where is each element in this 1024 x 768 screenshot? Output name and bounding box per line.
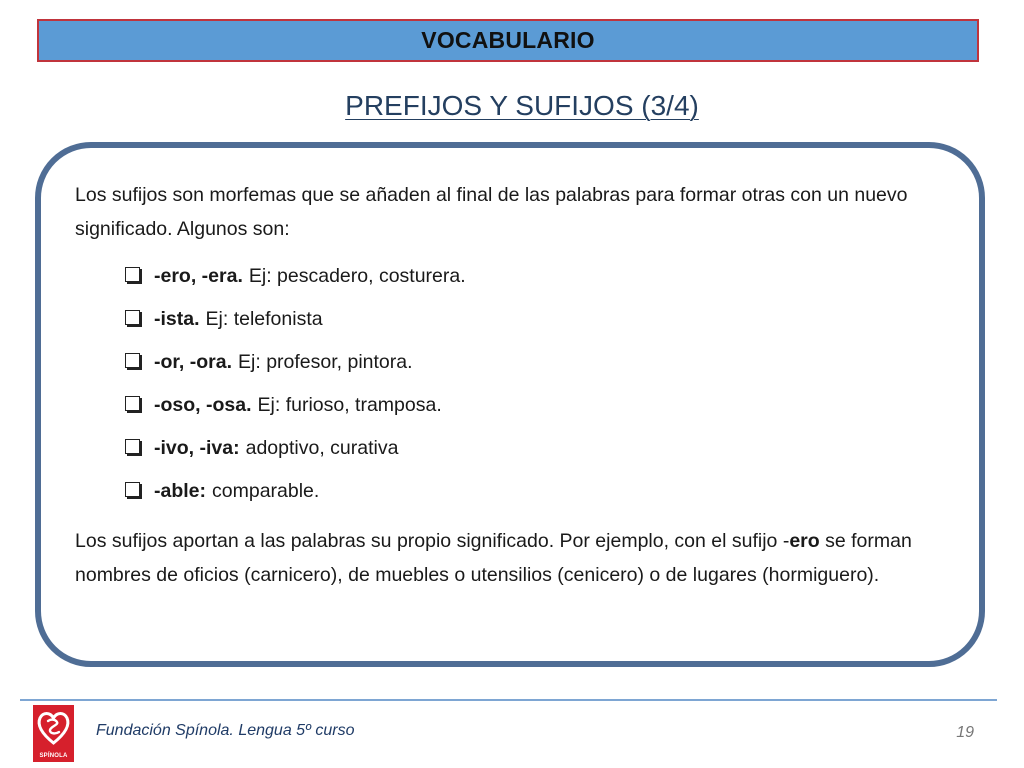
footer-text: Fundación Spínola. Lengua 5º curso [96,722,355,739]
checkbox-bullet-icon [125,396,140,411]
slide-title [0,90,1024,122]
outro-suffix-bold: ero [789,530,820,552]
footer-divider [20,699,997,701]
suffix-term: -ivo, -iva: [154,436,240,459]
suffix-term: -ista. [154,307,200,330]
logo-text: SPÍNOLA [39,753,68,759]
list-item [125,426,945,469]
banner-label: VOCABULARIO [421,27,595,53]
checkbox-bullet-icon [125,439,140,454]
intro-paragraph: Los sufijos son morfemas que se añaden al final de las palabras para formar otras con un nuevo significado. Algunos son: [75,184,908,240]
list-item [125,383,945,426]
content-panel [35,142,985,667]
suffix-examples: Ej: profesor, pintora. [238,350,413,373]
checkbox-bullet-icon [125,310,140,325]
outro-paragraph [75,524,945,592]
outro-text-start: Los sufijos aportan a las palabras su propio significado. Por ejemplo, con el sufijo - [75,530,790,552]
suffix-examples: Ej: pescadero, costurera. [248,264,466,287]
suffix-term: -or, -ora. [154,350,233,373]
list-item [125,254,945,297]
suffix-list [75,254,945,512]
slide-title-text: PREFIJOS Y SUFIJOS (3/4) [345,90,699,121]
checkbox-bullet-icon [125,267,140,282]
suffix-term: -ero, -era. [154,264,243,287]
suffix-term: -able: [154,479,207,502]
checkbox-bullet-icon [125,353,140,368]
page-number: 19 [956,724,974,741]
outro-text-end: se forman nombres de oficios (carnicero), de muebles o utensilios (cenicero) o de lugares (hormiguero). [75,530,912,586]
list-item [125,340,945,383]
suffix-examples: adoptivo, curativa [245,436,399,459]
suffix-examples: Ej: furioso, tramposa. [257,393,442,416]
suffix-examples: comparable. [212,479,320,502]
heart-logo-icon [33,705,74,762]
list-item [125,297,945,340]
section-banner [37,19,979,62]
list-item [125,469,945,512]
suffix-term: -oso, -osa. [154,393,252,416]
checkbox-bullet-icon [125,482,140,497]
suffix-examples: Ej: telefonista [205,307,323,330]
